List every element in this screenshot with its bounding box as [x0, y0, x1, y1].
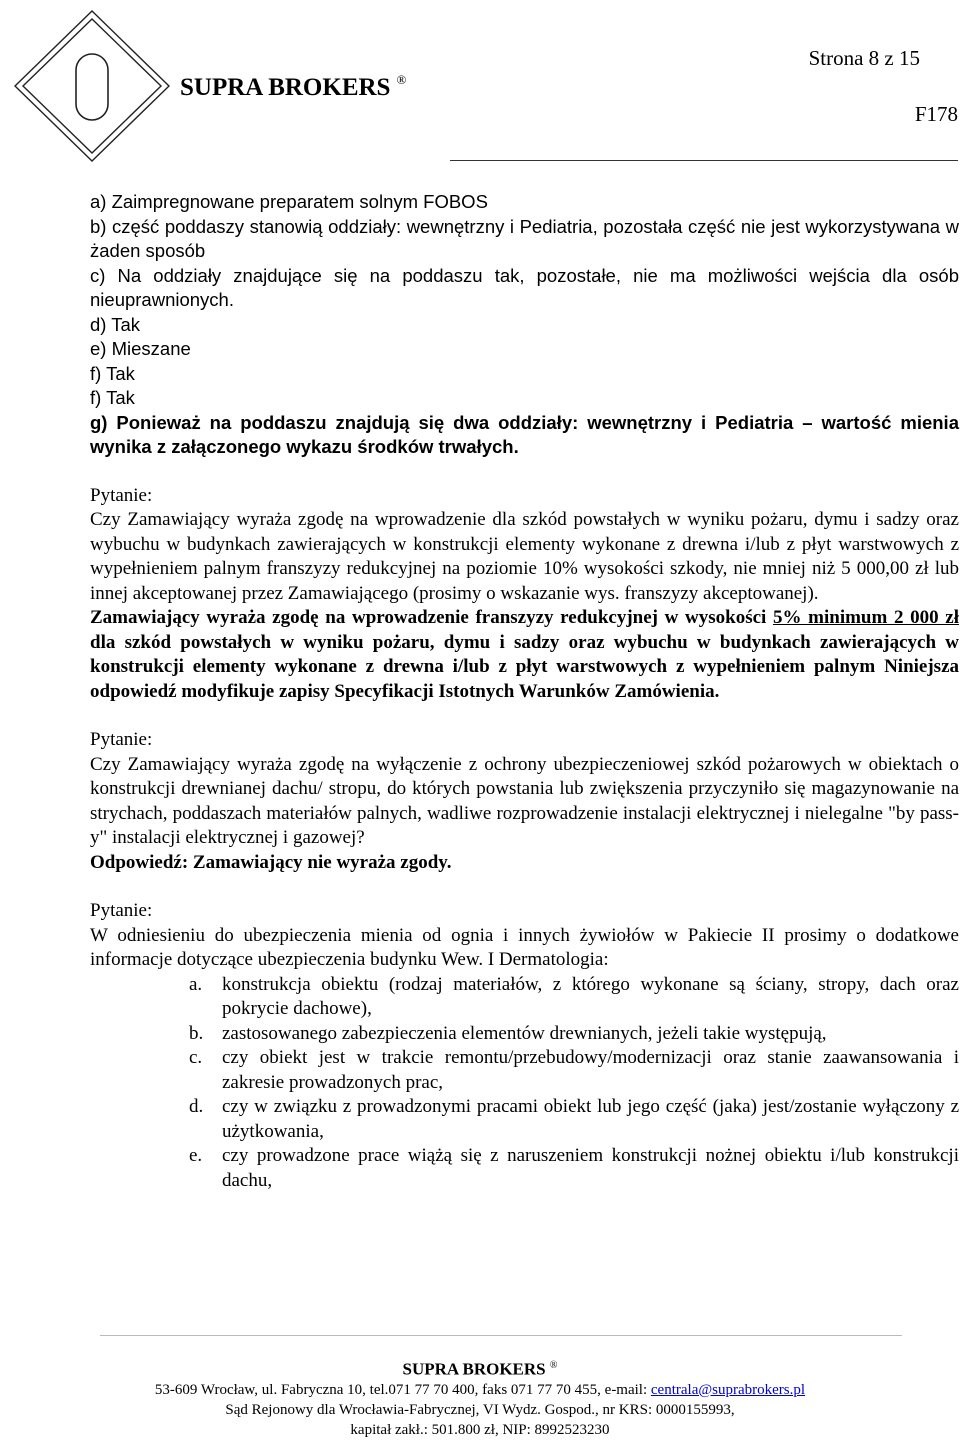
answer-b: b) część poddaszy stanowią oddziały: wewnętrzny i Pediatria, pozostała część nie jest wykorzystywana w żaden sposób	[90, 215, 959, 261]
question-2-heading: Pytanie:	[90, 729, 153, 750]
answers-block	[90, 190, 959, 460]
answer-a: a) Zaimpregnowane preparatem solnym FOBOS	[90, 191, 488, 212]
list-item: b. zastosowanego zabezpieczenia elementów drewnianych, jeżeli takie występują,	[189, 1022, 827, 1044]
question-3-heading: Pytanie:	[90, 900, 153, 921]
question-2-answer: Odpowiedź: Zamawiający nie wyraża zgody.	[90, 851, 452, 873]
supra-brokers-logo	[12, 8, 172, 163]
footer-address: 53-609 Wrocław, ul. Fabryczna 10, tel.071 77 70 400, faks 071 77 70 455, e-mail: centrala@suprabrokers.pl	[154, 1381, 806, 1398]
deductible-amount: 5% minimum 2 000 zł	[772, 607, 959, 628]
answer-f2: f) Tak	[90, 387, 135, 408]
list-item: e. czy prowadzone prace wiążą się z naruszeniem konstrukcji nożnej obiektu i/lub konstrukcji dachu,	[189, 1145, 959, 1191]
registered-mark-icon: ®	[549, 1360, 558, 1371]
email-link[interactable]: centrala@suprabrokers.pl	[650, 1381, 806, 1398]
answer-g: g) Ponieważ na poddaszu znajdują się dwa oddziały: wewnętrzny i Pediatria – wartość mienia wynika z załączonego wykazu środków trwałych.	[90, 411, 959, 457]
footer-capital: kapitał zakł.: 501.800 zł, NIP: 8992523230	[350, 1421, 610, 1438]
page-footer	[0, 1356, 960, 1440]
question-1-answer	[90, 606, 959, 704]
question-1-text: Czy Zamawiający wyraża zgodę na wprowadzenie dla szkód powstałych w wyniku pożaru, dymu i sadzy oraz wybuchu w budynkach zawierających w konstrukcji elementy wykonane z drewna i/lub z płyt warstwowych z wypełnieniem palnym franszyzy redukcyjnej na poziomie 10% wysokości szkody, nie mniej niż 5 000,00 zł lub innej akceptowanej przez Zamawiającego (prosimy o wskazanie wys. franszyzy akceptowanej).	[90, 509, 959, 604]
footer-divider	[100, 1335, 902, 1336]
answer-d: d) Tak	[90, 313, 141, 335]
list-item: c. czy obiekt jest w trakcie remontu/przebudowy/modernizacji oraz stanie zaawansowania i zakresie prowadzonych prac,	[189, 1047, 959, 1093]
registered-mark-icon: ®	[396, 72, 407, 87]
question-1-heading: Pytanie:	[90, 484, 153, 506]
list-item: a. konstrukcja obiektu (rodzaj materiałów, z którego wykonane są ściany, stropy, dach oraz pokrycie dachowe),	[189, 973, 959, 1019]
header-brand: SUPRA BROKERS ®	[180, 72, 407, 101]
question-3-list	[90, 973, 959, 1194]
list-item: d. czy w związku z prowadzonymi pracami obiekt lub jego część (jaka) jest/zostanie wyłączony z użytkowania,	[189, 1096, 959, 1142]
answer-e: e) Mieszane	[90, 338, 191, 359]
header-divider	[450, 160, 958, 161]
document-body	[90, 190, 959, 1193]
footer-brand: SUPRA BROKERS ®	[402, 1359, 558, 1379]
footer-court: Sąd Rejonowy dla Wrocławia-Fabrycznej, VI Wydz. Gospod., nr KRS: 0000155993,	[225, 1401, 735, 1418]
answer-1-lead: Zamawiający wyraża zgodę na wprowadzenie franszyzy redukcyjnej w wysokości	[90, 607, 773, 628]
page-number: Strona 8 z 15	[808, 46, 920, 70]
answer-c: c) Na oddziały znajdujące się na poddaszu tak, pozostałe, nie ma możliwości wejścia dla osób nieuprawnionych.	[90, 264, 959, 310]
answer-1-rest: dla szkód powstałych w wyniku pożaru, dymu i sadzy oraz wybuchu w budynkach zawierających w konstrukcji elementy wykonane z drewna i/lub z płyt warstwowych z wypełnieniem palnym Niniejsza odpowiedź modyfikuje zapisy Specyfikacji Istotnych Warunków Zamówienia.	[90, 631, 959, 702]
document-code: F178	[914, 102, 958, 126]
question-2-text: Czy Zamawiający wyraża zgodę na wyłączenie z ochrony ubezpieczeniowej szkód pożarowych w obiektach o konstrukcji drewnianej dachu/ stropu, do których powstania lub zwiększenia przyczyniło się magazynowanie na strychach, poddaszach materiałów palnych, wadliwe rozprowadzenie instalacji elektrycznej i nielegalne "by pass-y" instalacji elektrycznej i gazowej?	[90, 753, 959, 848]
question-3-text: W odniesieniu do ubezpieczenia mienia od ognia i innych żywiołów w Pakiecie II prosimy o dodatkowe informacje dotyczące ubezpieczenia budynku Wew. I Dermatologia:	[90, 924, 959, 970]
answer-f1: f) Tak	[90, 362, 135, 384]
